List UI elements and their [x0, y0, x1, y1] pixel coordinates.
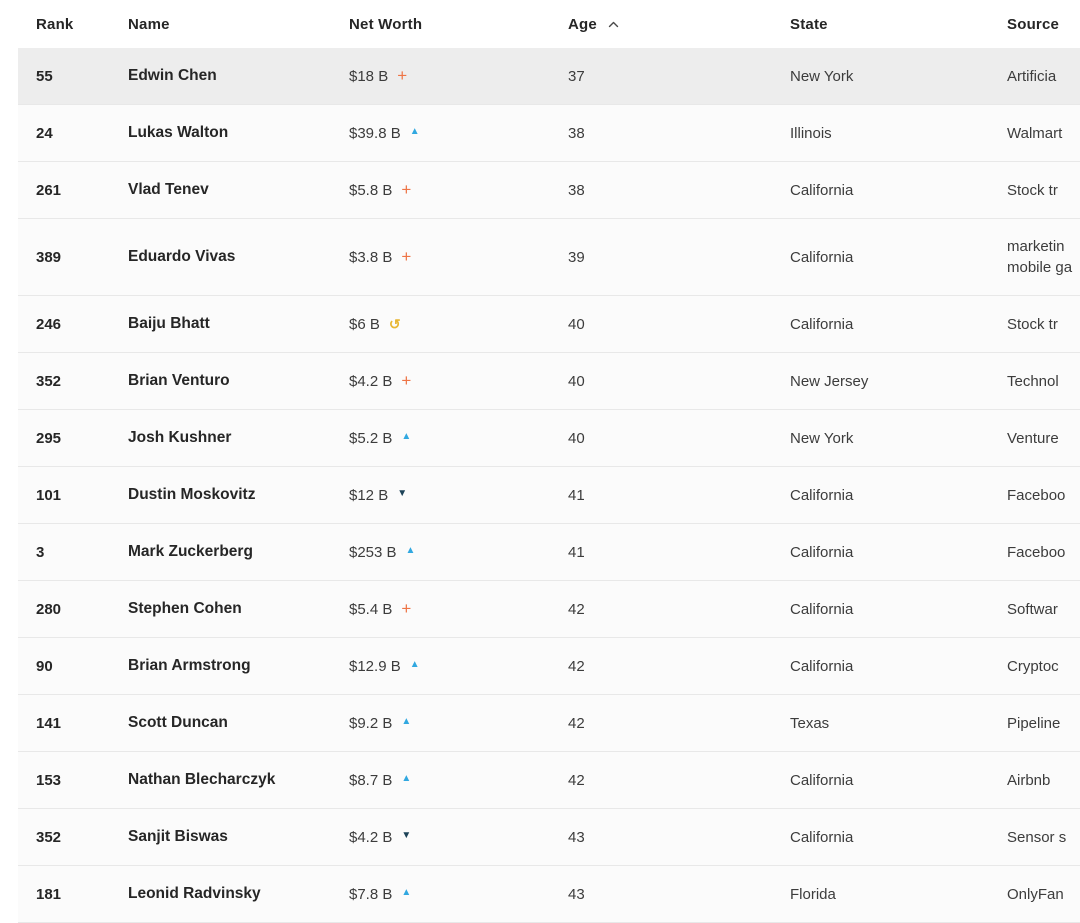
state-cell: California	[790, 315, 854, 333]
state-cell: California	[790, 486, 854, 504]
age-cell: 41	[568, 543, 585, 561]
rank-cell: 181	[36, 885, 62, 903]
name-cell[interactable]: Eduardo Vivas	[128, 248, 236, 265]
column-header-name[interactable]	[128, 16, 349, 33]
table-row[interactable]	[18, 581, 1080, 638]
table-row[interactable]	[18, 105, 1080, 162]
networth-cell	[349, 316, 568, 333]
source-cell	[1007, 656, 1080, 677]
name-cell[interactable]: Edwin Chen	[128, 67, 217, 84]
source-line-2: mobile ga	[1007, 259, 1073, 276]
source-cell	[1007, 827, 1080, 848]
source-cell	[1007, 884, 1080, 905]
name-cell[interactable]: Leonid Radvinsky	[128, 885, 261, 902]
age-cell: 41	[568, 486, 585, 504]
source-line-1: Cryptoc	[1007, 657, 1059, 675]
networth-cell	[349, 772, 568, 789]
name-cell[interactable]: Sanjit Biswas	[128, 828, 228, 845]
rank-cell: 24	[36, 124, 53, 142]
table-row[interactable]	[18, 524, 1080, 581]
networth-value: $5.4 B	[349, 600, 393, 618]
name-cell[interactable]: Brian Venturo	[128, 372, 230, 389]
source-cell	[1007, 180, 1080, 201]
source-line-1: Venture	[1007, 429, 1059, 447]
networth-value: $6 B	[349, 315, 380, 333]
source-cell	[1007, 371, 1080, 392]
networth-value: $5.2 B	[349, 429, 393, 447]
name-cell[interactable]: Brian Armstrong	[128, 657, 251, 674]
up-change-icon: ▲	[409, 659, 420, 670]
table-row[interactable]	[18, 353, 1080, 410]
column-header-state-label: State	[790, 15, 828, 33]
state-cell: New Jersey	[790, 372, 869, 390]
networth-cell	[349, 430, 568, 447]
state-cell: California	[790, 600, 854, 618]
rank-cell: 389	[36, 248, 62, 266]
networth-cell	[349, 68, 568, 85]
table-row[interactable]	[18, 162, 1080, 219]
rank-cell: 295	[36, 429, 62, 447]
state-cell: California	[790, 657, 854, 675]
source-line-1: Faceboo	[1007, 486, 1066, 504]
age-cell: 43	[568, 828, 585, 846]
networth-value: $18 B	[349, 67, 389, 85]
networth-cell	[349, 715, 568, 732]
state-cell: California	[790, 543, 854, 561]
networth-value: $39.8 B	[349, 124, 401, 142]
down-change-icon: ▼	[397, 488, 408, 499]
networth-value: $8.7 B	[349, 771, 393, 789]
sort-ascending-chevron-up-icon	[608, 21, 619, 28]
rank-cell: 55	[36, 67, 53, 85]
networth-cell	[349, 829, 568, 846]
table-row[interactable]	[18, 638, 1080, 695]
networth-value: $4.2 B	[349, 372, 393, 390]
table-row[interactable]	[18, 48, 1080, 105]
state-cell: Texas	[790, 714, 830, 732]
state-cell: Illinois	[790, 124, 832, 142]
networth-cell	[349, 182, 568, 199]
source-cell	[1007, 542, 1080, 563]
name-cell[interactable]: Mark Zuckerberg	[128, 543, 253, 560]
networth-value: $7.8 B	[349, 885, 393, 903]
networth-value: $12 B	[349, 486, 389, 504]
source-line-1: OnlyFan	[1007, 885, 1064, 903]
state-cell: California	[790, 771, 854, 789]
rank-cell: 3	[36, 543, 45, 561]
name-cell[interactable]: Lukas Walton	[128, 124, 229, 141]
age-cell: 40	[568, 429, 585, 447]
table-row[interactable]	[18, 866, 1080, 923]
networth-cell	[349, 658, 568, 675]
rank-cell: 141	[36, 714, 62, 732]
age-cell: 38	[568, 181, 585, 199]
networth-value: $4.2 B	[349, 828, 393, 846]
source-line-1: Artificia	[1007, 67, 1057, 85]
age-cell: 42	[568, 657, 585, 675]
age-cell: 43	[568, 885, 585, 903]
age-cell: 39	[568, 248, 585, 266]
state-cell: New York	[790, 67, 854, 85]
age-cell: 40	[568, 315, 585, 333]
down-change-icon: ▼	[401, 830, 412, 841]
age-cell: 42	[568, 714, 585, 732]
state-cell: California	[790, 181, 854, 199]
source-line-1: marketin	[1007, 238, 1065, 255]
networth-cell	[349, 125, 568, 142]
rank-cell: 153	[36, 771, 62, 789]
networth-value: $12.9 B	[349, 657, 401, 675]
up-change-icon: ▲	[401, 431, 412, 442]
source-cell	[1007, 123, 1080, 144]
up-change-icon: ▲	[401, 887, 412, 898]
age-cell: 42	[568, 600, 585, 618]
source-cell	[1007, 713, 1080, 734]
name-cell[interactable]: Baiju Bhatt	[128, 315, 210, 332]
table-row[interactable]	[18, 410, 1080, 467]
new-change-icon: +	[401, 248, 412, 266]
source-line-1: Softwar	[1007, 600, 1058, 618]
source-cell	[1007, 770, 1080, 791]
up-change-icon: ▲	[401, 716, 412, 727]
column-header-name-label: Name	[128, 15, 170, 33]
name-cell[interactable]: Josh Kushner	[128, 429, 232, 446]
up-change-icon: ▲	[409, 126, 420, 137]
rank-cell: 261	[36, 181, 62, 199]
column-header-networth-label: Net Worth	[349, 15, 423, 33]
source-cell	[1007, 66, 1080, 87]
networth-value: $5.8 B	[349, 181, 393, 199]
state-cell: California	[790, 248, 854, 266]
rank-cell: 352	[36, 372, 62, 390]
rank-cell: 101	[36, 486, 62, 504]
column-header-rank-label: Rank	[36, 15, 74, 33]
source-line-1: Sensor s	[1007, 828, 1067, 846]
new-change-icon: +	[401, 600, 412, 618]
state-cell: New York	[790, 429, 854, 447]
table-row[interactable]	[18, 467, 1080, 524]
source-line-1: Stock tr	[1007, 181, 1058, 199]
up-change-icon: ▲	[405, 545, 416, 556]
networth-cell	[349, 373, 568, 390]
networth-cell	[349, 601, 568, 618]
source-line-1: Pipeline	[1007, 714, 1061, 732]
source-line-1: Walmart	[1007, 124, 1063, 142]
column-header-networth[interactable]	[349, 16, 568, 33]
age-cell: 38	[568, 124, 585, 142]
table-row[interactable]	[18, 809, 1080, 866]
table-row[interactable]	[18, 752, 1080, 809]
table-row[interactable]	[18, 695, 1080, 752]
name-cell[interactable]: Vlad Tenev	[128, 181, 209, 198]
up-change-icon: ▲	[401, 773, 412, 784]
returned-change-icon: ↺	[388, 316, 401, 332]
rank-cell: 352	[36, 828, 62, 846]
column-header-source-label: Source	[1007, 15, 1060, 33]
networth-cell	[349, 249, 568, 266]
source-cell	[1007, 599, 1080, 620]
column-header-state[interactable]	[790, 16, 1007, 33]
networth-value: $253 B	[349, 543, 397, 561]
networth-cell	[349, 886, 568, 903]
networth-value: $3.8 B	[349, 248, 393, 266]
name-cell[interactable]: Dustin Moskovitz	[128, 486, 256, 503]
source-cell	[1007, 428, 1080, 449]
age-cell: 40	[568, 372, 585, 390]
networth-value: $9.2 B	[349, 714, 393, 732]
source-cell	[1007, 236, 1080, 278]
age-cell: 42	[568, 771, 585, 789]
name-cell[interactable]: Nathan Blecharczyk	[128, 771, 276, 788]
rank-cell: 246	[36, 315, 62, 333]
state-cell: California	[790, 828, 854, 846]
source-line-1: Faceboo	[1007, 543, 1066, 561]
networth-cell	[349, 544, 568, 561]
source-line-1: Stock tr	[1007, 315, 1058, 333]
name-cell[interactable]: Stephen Cohen	[128, 600, 242, 617]
table-body	[18, 48, 1080, 923]
new-change-icon: +	[401, 181, 412, 199]
table-row[interactable]	[18, 219, 1080, 296]
age-cell: 37	[568, 67, 585, 85]
new-change-icon: +	[401, 372, 412, 390]
billionaires-table	[18, 0, 1080, 923]
rank-cell: 280	[36, 600, 62, 618]
column-header-source[interactable]	[1007, 16, 1080, 33]
column-header-age[interactable]	[568, 16, 790, 33]
column-header-rank[interactable]	[18, 16, 128, 33]
new-change-icon: +	[397, 67, 408, 85]
source-cell	[1007, 485, 1080, 506]
name-cell[interactable]: Scott Duncan	[128, 714, 228, 731]
state-cell: Florida	[790, 885, 836, 903]
networth-cell	[349, 487, 568, 504]
table-header	[18, 0, 1080, 48]
table-row[interactable]	[18, 296, 1080, 353]
source-cell	[1007, 314, 1080, 335]
column-header-age-label: Age	[568, 15, 597, 33]
source-line-1: Airbnb	[1007, 771, 1051, 789]
rank-cell: 90	[36, 657, 53, 675]
source-line-1: Technol	[1007, 372, 1059, 390]
